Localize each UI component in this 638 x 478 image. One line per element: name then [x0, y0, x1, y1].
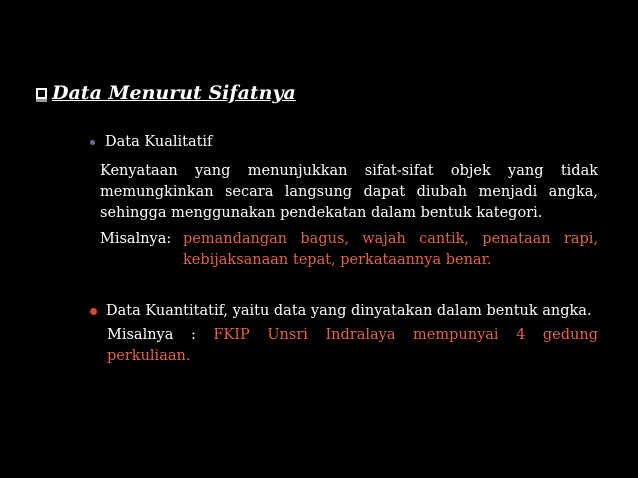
qualitative-example	[100, 229, 598, 271]
example-line: perkuliaan.	[107, 348, 191, 364]
description-line: memungkinkan secara langsung dapat diubah menjadi angka,	[100, 184, 598, 200]
example-word: mempunyai	[413, 327, 499, 343]
bullet-dot-icon	[90, 140, 95, 145]
checkbox-bullet-icon	[36, 88, 47, 99]
example-line: kebijaksanaan tepat, perkataannya benar.	[183, 252, 492, 268]
bullet-dot-icon	[90, 308, 97, 315]
quantitative-example	[107, 325, 598, 367]
bullet-qualitative	[90, 134, 212, 150]
example-line: pemandangan bagus, wajah cantik, penataan rapi,	[183, 231, 598, 247]
example-word: FKIP	[213, 327, 250, 343]
quantitative-title: Data Kuantitatif, yaitu data yang dinyatakan dalam bentuk angka.	[106, 303, 592, 319]
example-label: Misalnya	[107, 327, 174, 343]
example-word: gedung	[542, 327, 598, 343]
description-line: sehingga menggunakan pendekatan dalam bentuk kategori.	[100, 205, 543, 221]
example-label: Misalnya:	[100, 231, 172, 247]
qualitative-description	[100, 161, 598, 224]
heading-title: Data Menurut Sifatnya	[52, 82, 296, 104]
example-line-row	[107, 325, 598, 346]
bullet-quantitative	[90, 303, 592, 319]
example-word: Indralaya	[325, 327, 396, 343]
qualitative-title: Data Kualitatif	[105, 134, 213, 150]
example-word: 4	[516, 327, 526, 343]
description-line: Kenyataan yang menunjukkan sifat-sifat objek yang tidak	[100, 163, 598, 179]
section-heading	[36, 82, 296, 104]
example-label: :	[190, 327, 196, 343]
example-word: Unsri	[267, 327, 308, 343]
